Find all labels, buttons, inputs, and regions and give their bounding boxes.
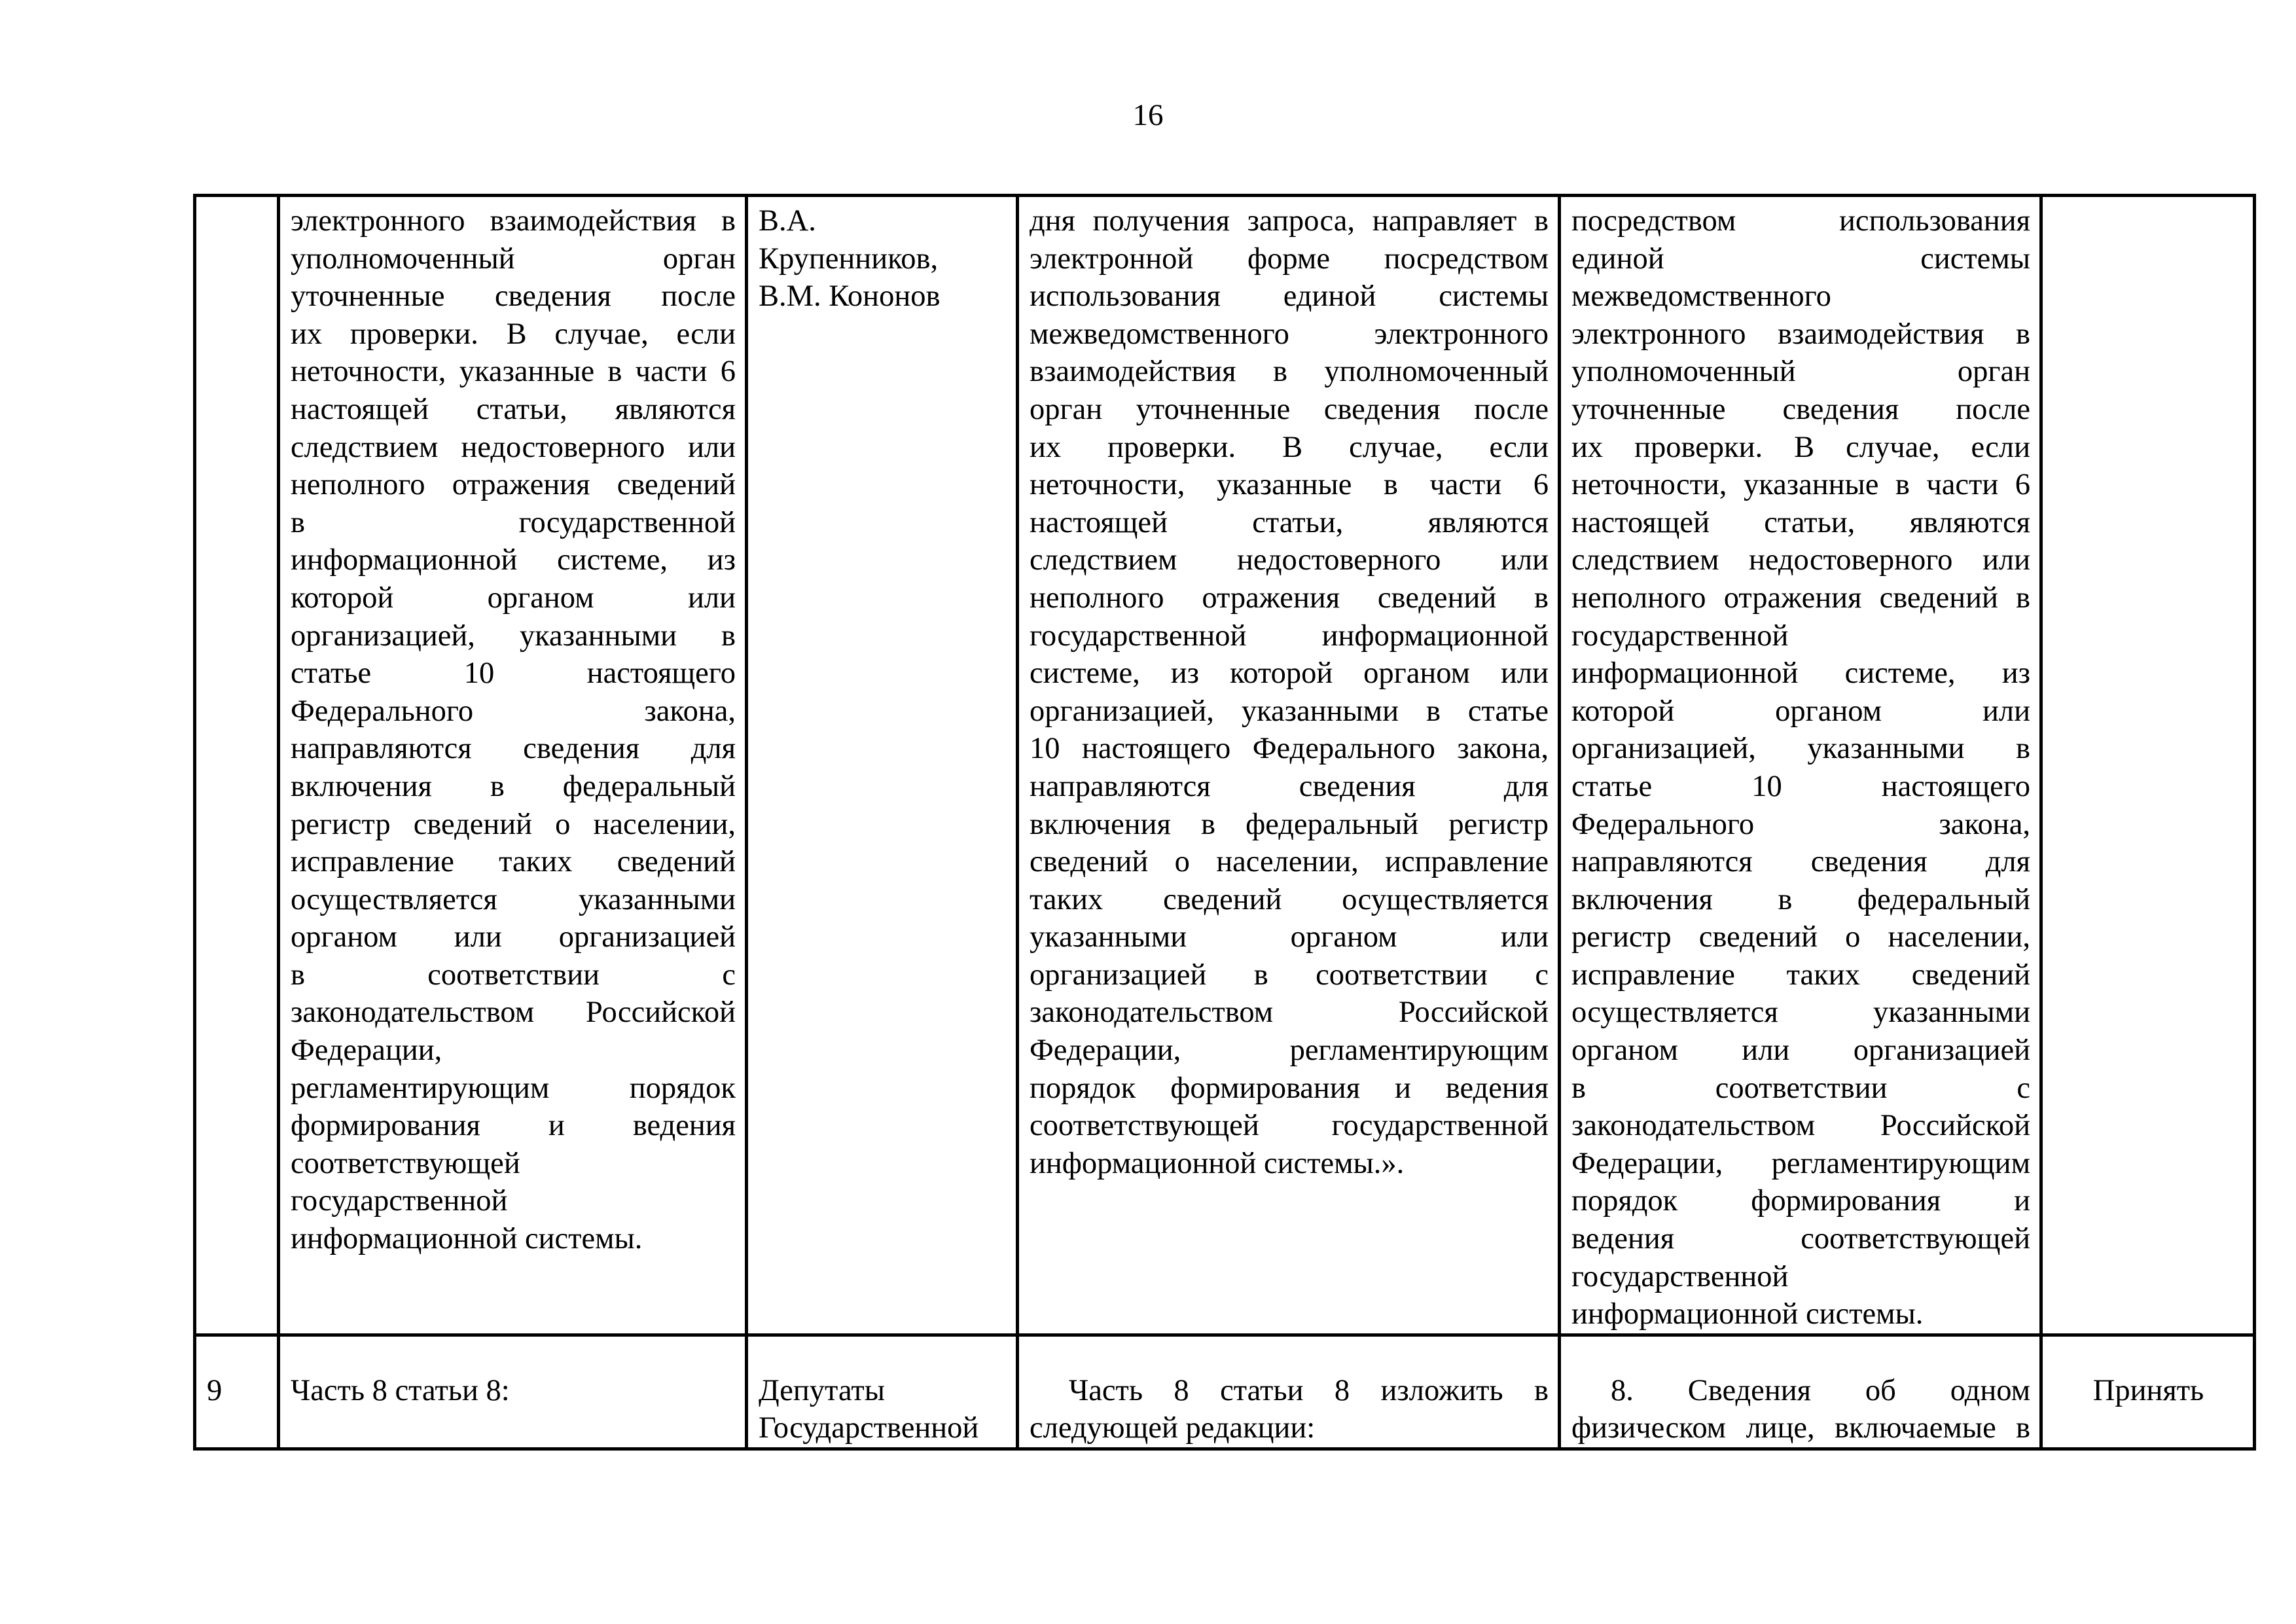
- text-line: межведомственного: [1571, 280, 1831, 314]
- text-line: организацией, указанными в: [1571, 732, 2030, 766]
- text-line: Государственной: [759, 1411, 979, 1445]
- result-text: [1561, 1337, 2039, 1447]
- article-text: [280, 197, 745, 1258]
- text-line: органом или организацией: [1571, 1034, 2030, 1068]
- text-line: Крупенников,: [759, 242, 939, 276]
- text-line: 10 настоящего Федерального закона,: [1030, 732, 1549, 766]
- text-line: порядок формирования и ведения: [1030, 1071, 1549, 1105]
- text-line: В.А.: [759, 204, 816, 238]
- text-line: государственной информационной: [1030, 619, 1549, 653]
- text-line: государственной: [291, 1184, 508, 1218]
- text-line: их проверки. В случае, если: [1571, 430, 2030, 464]
- text-line: статье 10 настоящего: [291, 657, 736, 691]
- text-line: информационной системе, из: [291, 543, 736, 577]
- text-line: неполного отражения сведений: [291, 468, 736, 502]
- text-line: уточненные сведения после: [1571, 392, 2030, 426]
- text-line: в соответствии с: [291, 958, 736, 992]
- text-line: порядок формирования и: [1571, 1184, 2030, 1218]
- text-line: неточности, указанные в части 6: [1030, 468, 1549, 502]
- text-line: осуществляется указанными: [1571, 996, 2030, 1030]
- text-line: информационной системы.: [291, 1222, 643, 1256]
- text-line: информационной системе, из: [1571, 657, 2030, 691]
- text-line: организацией в соответствии с: [1030, 958, 1549, 992]
- text-line: которой органом или: [291, 581, 736, 615]
- text-line: в государственной: [291, 505, 736, 539]
- decision-cell: [2041, 1335, 2255, 1449]
- text-line: направляются сведения для: [1030, 769, 1549, 803]
- article-text: [280, 1337, 745, 1410]
- text-line: организацией, указанными в статье: [1030, 694, 1549, 728]
- text-line: межведомственного электронного: [1030, 317, 1549, 351]
- text-line: исправление таких сведений: [291, 845, 736, 879]
- text-line: включения в федеральный: [291, 769, 736, 803]
- authors-cell: [747, 196, 1018, 1335]
- text-line: Часть 8 статьи 8 изложить в: [1069, 1373, 1549, 1407]
- text-line: Депутаты: [759, 1373, 885, 1407]
- amendment-text: [1019, 1337, 1558, 1447]
- text-line: сведений о населении, исправление: [1030, 845, 1549, 879]
- text-line: Федерации, регламентирующим: [1571, 1146, 2030, 1180]
- result-cell: [1560, 1335, 2041, 1449]
- text-line: которой органом или: [1571, 694, 2030, 728]
- text-line: следующей редакции:: [1030, 1411, 1316, 1445]
- text-line: уполномоченный орган: [1571, 355, 2030, 389]
- text-line: Федерального закона,: [291, 694, 736, 728]
- text-line: использования единой системы: [1030, 280, 1549, 314]
- text-line: уполномоченный орган: [291, 242, 736, 276]
- text-line: Федерального закона,: [1571, 807, 2030, 841]
- text-line: следствием недостоверного или: [1030, 543, 1549, 577]
- text-line: их проверки. В случае, если: [291, 317, 736, 351]
- text-line: государственной: [1571, 1259, 1789, 1293]
- table-row: [195, 1335, 2255, 1449]
- text-line: орган уточненные сведения после: [1030, 392, 1549, 426]
- amendment-cell: [1018, 196, 1560, 1335]
- text-line: электронного взаимодействия в: [291, 204, 736, 238]
- text-line: Часть 8 статьи 8:: [291, 1373, 510, 1407]
- amendment-cell: [1018, 1335, 1560, 1449]
- authors-text: [748, 197, 1016, 316]
- amendments-table: [193, 194, 2256, 1451]
- text-line: в соответствии с: [1571, 1071, 2030, 1105]
- text-line: следствием недостоверного или: [1571, 543, 2030, 577]
- row-number-cell: [195, 196, 279, 1335]
- text-line: включения в федеральный регистр: [1030, 807, 1549, 841]
- text-line: физическом лице, включаемые в: [1571, 1411, 2030, 1445]
- decision-text: Принять: [2092, 1373, 2204, 1407]
- text-line: настоящей статьи, являются: [291, 392, 736, 426]
- text-line: указанными органом или: [1030, 920, 1549, 954]
- text-line: законодательством Российской: [1030, 996, 1549, 1030]
- text-line: направляются сведения для: [1571, 845, 2030, 879]
- authors-cell: [747, 1335, 1018, 1449]
- result-cell: [1560, 196, 2041, 1335]
- page-number: 16: [1132, 98, 1164, 132]
- text-line: настоящей статьи, являются: [1571, 505, 2030, 539]
- text-line: государственной: [1571, 619, 1789, 653]
- text-line: информационной системы.».: [1030, 1146, 1405, 1180]
- decision-cell: [2041, 196, 2255, 1335]
- text-line: взаимодействия в уполномоченный: [1030, 355, 1549, 389]
- text-line: посредством использования: [1571, 204, 2030, 238]
- text-line: электронного взаимодействия в: [1571, 317, 2030, 351]
- text-line: неточности, указанные в части 6: [1571, 468, 2030, 502]
- article-cell: [279, 1335, 747, 1449]
- result-text: [1561, 197, 2039, 1333]
- row-number-cell: [195, 1335, 279, 1449]
- text-line: Федерации,: [291, 1034, 442, 1068]
- text-line: уточненные сведения после: [291, 280, 736, 314]
- text-line: единой системы: [1571, 242, 2030, 276]
- text-line: 8. Сведения об одном: [1611, 1373, 2030, 1407]
- text-line: регистр сведений о населении,: [1571, 920, 2030, 954]
- text-line: электронной форме посредством: [1030, 242, 1549, 276]
- decision-text: [2043, 197, 2253, 202]
- text-line: неполного отражения сведений в: [1030, 581, 1549, 615]
- text-line: системе, из которой органом или: [1030, 657, 1549, 691]
- row-number: [196, 197, 277, 202]
- text-line: регистр сведений о населении,: [291, 807, 736, 841]
- text-line: Федерации, регламентирующим: [1030, 1034, 1549, 1068]
- text-line: соответствующей: [291, 1146, 520, 1180]
- text-line: таких сведений осуществляется: [1030, 882, 1549, 916]
- text-line: включения в федеральный: [1571, 882, 2030, 916]
- table-row: [195, 196, 2255, 1335]
- text-line: их проверки. В случае, если: [1030, 430, 1549, 464]
- article-cell: [279, 196, 747, 1335]
- text-line: организацией, указанными в: [291, 619, 736, 653]
- text-line: дня получения запроса, направляет в: [1030, 204, 1549, 238]
- text-line: органом или организацией: [291, 920, 736, 954]
- authors-text: [748, 1337, 1016, 1447]
- text-line: законодательством Российской: [291, 996, 736, 1030]
- text-line: настоящей статьи, являются: [1030, 505, 1549, 539]
- text-line: следствием недостоверного или: [291, 430, 736, 464]
- text-line: соответствующей государственной: [1030, 1109, 1549, 1143]
- text-line: регламентирующим порядок: [291, 1071, 736, 1105]
- text-line: неточности, указанные в части 6: [291, 355, 736, 389]
- text-line: информационной системы.: [1571, 1297, 1924, 1331]
- row-number: 9: [207, 1373, 223, 1407]
- text-line: В.М. Кононов: [759, 280, 941, 314]
- text-line: неполного отражения сведений в: [1571, 581, 2030, 615]
- text-line: законодательством Российской: [1571, 1109, 2030, 1143]
- text-line: ведения соответствующей: [1571, 1222, 2030, 1256]
- text-line: формирования и ведения: [291, 1109, 736, 1143]
- amendment-text: [1019, 197, 1558, 1182]
- text-line: исправление таких сведений: [1571, 958, 2030, 992]
- text-line: статье 10 настоящего: [1571, 769, 2030, 803]
- text-line: осуществляется указанными: [291, 882, 736, 916]
- text-line: направляются сведения для: [291, 732, 736, 766]
